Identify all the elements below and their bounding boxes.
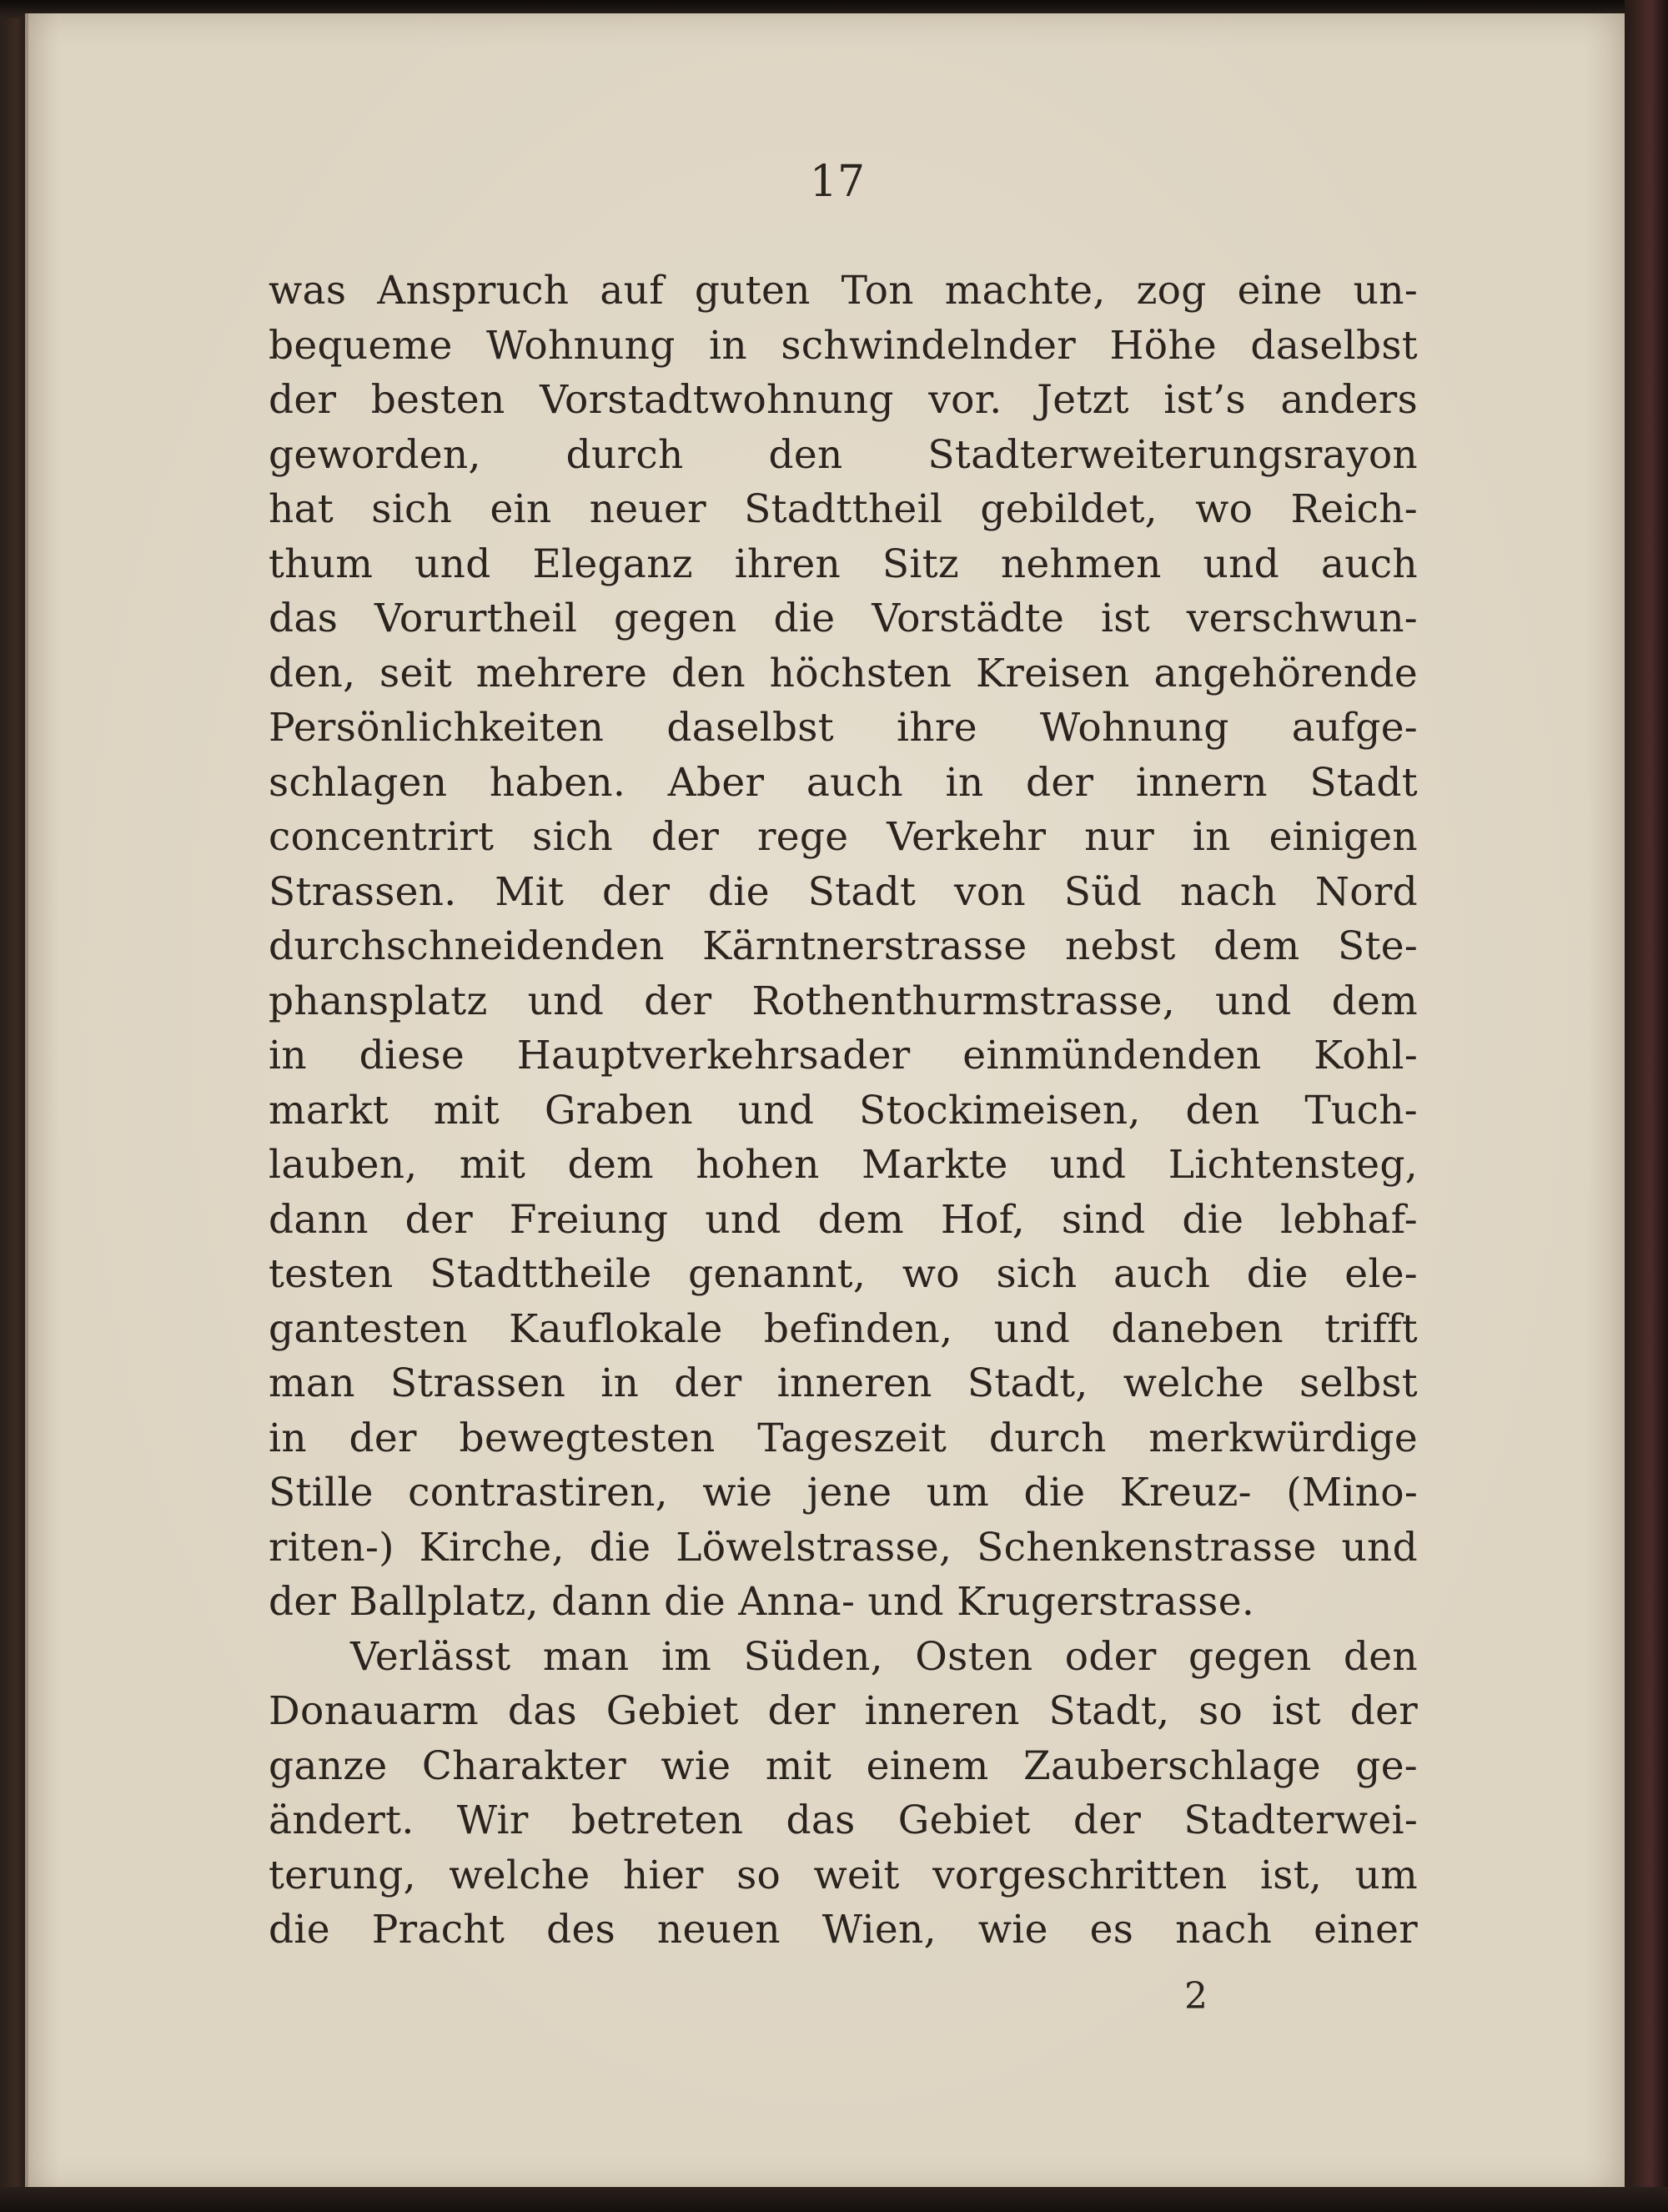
paragraph-start-line: Verlässt man im Süden, Osten oder gegen den [350, 1633, 1418, 1680]
text-line: riten-) Kirche, die Löwelstrasse, Schenkenstrasse und [269, 1524, 1418, 1571]
text-line: lauben, mit dem hohen Markte und Lichtensteg, [269, 1142, 1418, 1188]
text-line: die Pracht des neuen Wien, wie es nach einer [269, 1907, 1418, 1953]
text-line: den, seit mehrere den höchsten Kreisen angehörende [269, 650, 1418, 696]
text-line: geworden, durch den Stadterweiterungsrayon [269, 431, 1418, 478]
text-line: Stille contrastiren, wie jene um die Kreuz- (Mino- [269, 1470, 1418, 1516]
text-line: in diese Hauptverkehrsader einmündenden Kohl- [269, 1033, 1418, 1078]
text-line: bequeme Wohnung in schwindelnder Höhe daselbst [269, 322, 1418, 369]
text-line: Strassen. Mit der die Stadt von Süd nach Nord [269, 868, 1418, 915]
text-line: ändert. Wir betreten das Gebiet der Stadterwei- [269, 1797, 1418, 1843]
text-line: Persönlichkeiten daselbst ihre Wohnung aufge- [269, 705, 1418, 751]
text-line: in der bewegtesten Tageszeit durch merkwürdige [269, 1415, 1418, 1461]
text-line: man Strassen in der inneren Stadt, welche selbst [269, 1360, 1418, 1406]
text-line: markt mit Graben und Stockimeisen, den Tuch- [269, 1087, 1418, 1134]
book-bottom-edge [0, 2187, 1668, 2212]
text-line: phansplatz und der Rothenthurmstrasse, und dem [269, 978, 1418, 1024]
text-line: testen Stadttheile genannt, wo sich auch die ele- [269, 1251, 1418, 1297]
text-line: was Anspruch auf guten Ton machte, zog eine un- [269, 268, 1418, 314]
text-line: ganze Charakter wie mit einem Zauberschlage ge- [269, 1742, 1418, 1789]
text-line: terung, welche hier so weit vorgeschritten ist, um [269, 1852, 1418, 1898]
text-line: thum und Eleganz ihren Sitz nehmen und auch [269, 540, 1418, 587]
signature-mark: 2 [1184, 1975, 1208, 2018]
book-page [25, 13, 1625, 2192]
text-line: gantesten Kauflokale befinden, und daneben trifft [269, 1305, 1418, 1352]
text-line: Donauarm das Gebiet der inneren Stadt, so ist der [269, 1688, 1418, 1734]
body-text [269, 264, 1418, 1958]
text-line: concentrirt sich der rege Verkehr nur in einigen [269, 814, 1418, 860]
page-number: 17 [809, 157, 866, 207]
paragraph-end-line: der Ballplatz, dann die Anna- und Krugerstrasse. [269, 1579, 1255, 1625]
text-line: das Vorurtheil gegen die Vorstädte ist verschwun- [269, 596, 1418, 641]
page-gutter [25, 13, 28, 2192]
text-line: schlagen haben. Aber auch in der innern Stadt [269, 759, 1418, 806]
text-line: dann der Freiung und dem Hof, sind die lebhaf- [269, 1196, 1418, 1243]
text-line: hat sich ein neuer Stadttheil gebildet, wo Reich- [269, 486, 1418, 532]
text-line: durchschneidenden Kärntnerstrasse nebst dem Ste- [269, 923, 1418, 969]
book-cover-edge [1625, 0, 1668, 2212]
text-line: der besten Vorstadtwohnung vor. Jetzt ist’s anders [269, 377, 1418, 423]
